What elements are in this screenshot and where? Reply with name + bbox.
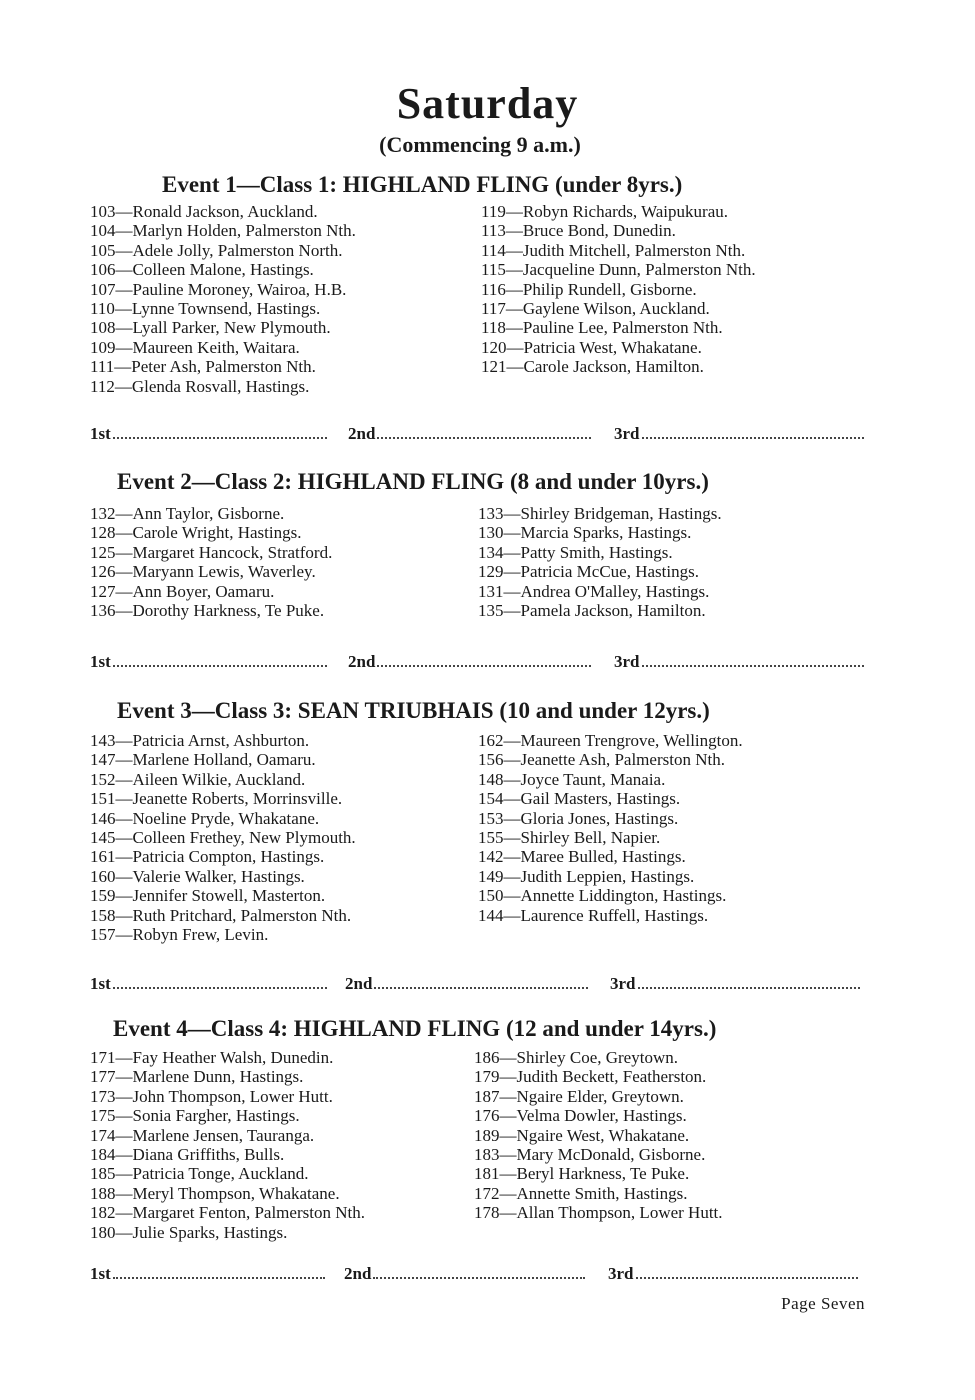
second-place-label: 2nd <box>348 424 376 443</box>
event-1-placings <box>90 424 872 444</box>
page-title: Saturday <box>396 79 579 128</box>
entrant: 179—Judith Beckett, Featherston. <box>474 1067 707 1087</box>
entrant: 130—Marcia Sparks, Hastings. <box>478 523 692 543</box>
entrant: 172—Annette Smith, Hastings. <box>474 1183 688 1203</box>
entrant: 146—Noeline Pryde, Whakatane. <box>90 808 320 828</box>
entrant: 144—Laurence Ruffell, Hastings. <box>478 905 709 925</box>
entrant: 143—Patricia Arnst, Ashburton. <box>90 731 310 750</box>
entrant: 134—Patty Smith, Hastings. <box>478 542 673 562</box>
entrant: 104—Marlyn Holden, Palmerston Nth. <box>90 221 356 241</box>
entrant: 107—Pauline Moroney, Wairoa, H.B. <box>90 279 347 299</box>
second-place-blank[interactable] <box>377 425 591 439</box>
first-place-blank[interactable] <box>113 975 327 989</box>
entrant: 187—Ngaire Elder, Greytown. <box>474 1086 684 1106</box>
first-place-label: 1st <box>90 652 111 671</box>
entrant: 188—Meryl Thompson, Whakatane. <box>90 1183 340 1203</box>
entrant: 184—Diana Griffiths, Bulls. <box>90 1145 285 1165</box>
entrant: 175—Sonia Fargher, Hastings. <box>90 1106 300 1126</box>
entrant: 128—Carole Wright, Hastings. <box>90 523 302 543</box>
entrant: 121—Carole Jackson, Hamilton. <box>481 357 704 377</box>
entrant: 189—Ngaire West, Whakatane. <box>474 1125 690 1145</box>
second-place-label: 2nd <box>344 1264 372 1283</box>
event-2-placings <box>90 652 872 672</box>
entrant: 108—Lyall Parker, New Plymouth. <box>90 318 331 338</box>
second-place-label: 2nd <box>348 652 376 671</box>
entrant: 118—Pauline Lee, Palmerston Nth. <box>481 318 723 338</box>
entrant: 103—Ronald Jackson, Auckland. <box>90 202 318 221</box>
third-place-blank[interactable] <box>638 975 860 989</box>
entrant: 109—Maureen Keith, Waitara. <box>90 337 300 357</box>
event-2-entrants-right <box>478 504 722 620</box>
entrant: 185—Patricia Tonge, Auckland. <box>90 1164 309 1184</box>
entrant: 116—Philip Rundell, Gisborne. <box>481 279 697 299</box>
entrant: 145—Colleen Frethey, New Plymouth. <box>90 828 356 848</box>
entrant: 131—Andrea O'Malley, Hastings. <box>478 581 710 601</box>
event-heading-2: Event 2—Class 2: HIGHLAND FLING (8 and under 10yrs.) <box>117 469 709 494</box>
first-place-label: 1st <box>90 974 111 993</box>
entrant: 183—Mary McDonald, Gisborne. <box>474 1145 706 1165</box>
entrant: 180—Julie Sparks, Hastings. <box>90 1222 288 1242</box>
second-place-blank[interactable] <box>374 975 588 989</box>
entrant: 160—Valerie Walker, Hastings. <box>90 866 305 886</box>
page-number: Page Seven <box>781 1294 865 1313</box>
entrant: 171—Fay Heather Walsh, Dunedin. <box>90 1048 334 1067</box>
entrant: 181—Beryl Harkness, Te Puke. <box>474 1164 690 1184</box>
entrant: 114—Judith Mitchell, Palmerston Nth. <box>481 240 746 260</box>
entrant: 115—Jacqueline Dunn, Palmerston Nth. <box>481 260 756 280</box>
event-heading-1: Event 1—Class 1: HIGHLAND FLING (under 8yrs.) <box>162 172 683 197</box>
event-1-entrants-left <box>90 202 356 396</box>
first-place-label: 1st <box>90 1264 111 1283</box>
entrant: 178—Allan Thompson, Lower Hutt. <box>474 1203 723 1223</box>
first-place-blank[interactable] <box>113 1265 325 1279</box>
entrant: 129—Patricia McCue, Hastings. <box>478 562 699 582</box>
entrant: 157—Robyn Frew, Levin. <box>90 925 269 945</box>
entrant: 158—Ruth Pritchard, Palmerston Nth. <box>90 905 352 925</box>
entrant: 147—Marlene Holland, Oamaru. <box>90 750 316 770</box>
entrant: 105—Adele Jolly, Palmerston North. <box>90 240 343 260</box>
entrant: 133—Shirley Bridgeman, Hastings. <box>478 504 722 523</box>
event-3-entrants-left <box>90 731 356 944</box>
entrant: 159—Jennifer Stowell, Masterton. <box>90 886 326 906</box>
entrant: 186—Shirley Coe, Greytown. <box>474 1048 678 1067</box>
first-place-label: 1st <box>90 424 111 443</box>
entrant: 148—Joyce Taunt, Manaia. <box>478 769 666 789</box>
event-2-entrants-left <box>90 504 332 620</box>
entrant: 136—Dorothy Harkness, Te Puke. <box>90 601 325 621</box>
third-place-label: 3rd <box>614 652 640 671</box>
entrant: 126—Maryann Lewis, Waverley. <box>90 562 316 582</box>
third-place-blank[interactable] <box>642 425 864 439</box>
entrant: 111—Peter Ash, Palmerston Nth. <box>90 357 316 377</box>
event-1-entrants-right <box>481 202 756 377</box>
entrant: 177—Marlene Dunn, Hastings. <box>90 1067 304 1087</box>
entrant: 142—Maree Bulled, Hastings. <box>478 847 686 867</box>
entrant: 182—Margaret Fenton, Palmerston Nth. <box>90 1203 365 1223</box>
third-place-blank[interactable] <box>642 653 864 667</box>
second-place-label: 2nd <box>345 974 373 993</box>
first-place-blank[interactable] <box>113 653 327 667</box>
event-4-entrants-left <box>90 1048 365 1242</box>
event-heading-3: Event 3—Class 3: SEAN TRIUBHAIS (10 and under 12yrs.) <box>117 698 710 723</box>
second-place-blank[interactable] <box>377 653 591 667</box>
page-subtitle: (Commencing 9 a.m.) <box>379 132 581 157</box>
event-heading-4: Event 4—Class 4: HIGHLAND FLING (12 and under 14yrs.) <box>113 1016 717 1041</box>
entrant: 125—Margaret Hancock, Stratford. <box>90 542 333 562</box>
entrant: 117—Gaylene Wilson, Auckland. <box>481 299 710 319</box>
third-place-label: 3rd <box>610 974 636 993</box>
event-3-entrants-right <box>478 731 743 925</box>
entrant: 112—Glenda Rosvall, Hastings. <box>90 376 310 396</box>
entrant: 151—Jeanette Roberts, Morrinsville. <box>90 789 343 809</box>
entrant: 119—Robyn Richards, Waipukurau. <box>481 202 728 221</box>
entrant: 120—Patricia West, Whakatane. <box>481 337 702 357</box>
entrant: 152—Aileen Wilkie, Auckland. <box>90 769 306 789</box>
entrant: 135—Pamela Jackson, Hamilton. <box>478 601 706 621</box>
event-4-placings <box>90 1264 872 1284</box>
entrant: 155—Shirley Bell, Napier. <box>478 828 661 848</box>
entrant: 173—John Thompson, Lower Hutt. <box>90 1086 333 1106</box>
entrant: 176—Velma Dowler, Hastings. <box>474 1106 687 1126</box>
entrant: 150—Annette Liddington, Hastings. <box>478 886 727 906</box>
event-4-entrants-right <box>474 1048 723 1223</box>
second-place-blank[interactable] <box>373 1265 585 1279</box>
entrant: 106—Colleen Malone, Hastings. <box>90 260 314 280</box>
first-place-blank[interactable] <box>113 425 327 439</box>
third-place-label: 3rd <box>614 424 640 443</box>
third-place-blank[interactable] <box>636 1265 858 1279</box>
entrant: 132—Ann Taylor, Gisborne. <box>90 504 285 523</box>
entrant: 127—Ann Boyer, Oamaru. <box>90 581 275 601</box>
entrant: 113—Bruce Bond, Dunedin. <box>481 221 676 241</box>
entrant: 149—Judith Leppien, Hastings. <box>478 866 695 886</box>
event-3-placings <box>90 974 872 994</box>
entrant: 153—Gloria Jones, Hastings. <box>478 808 679 828</box>
third-place-label: 3rd <box>608 1264 634 1283</box>
entrant: 161—Patricia Compton, Hastings. <box>90 847 325 867</box>
entrant: 154—Gail Masters, Hastings. <box>478 789 681 809</box>
entrant: 110—Lynne Townsend, Hastings. <box>90 299 321 319</box>
entrant: 156—Jeanette Ash, Palmerston Nth. <box>478 750 725 770</box>
entrant: 162—Maureen Trengrove, Wellington. <box>478 731 743 750</box>
entrant: 174—Marlene Jensen, Tauranga. <box>90 1125 315 1145</box>
